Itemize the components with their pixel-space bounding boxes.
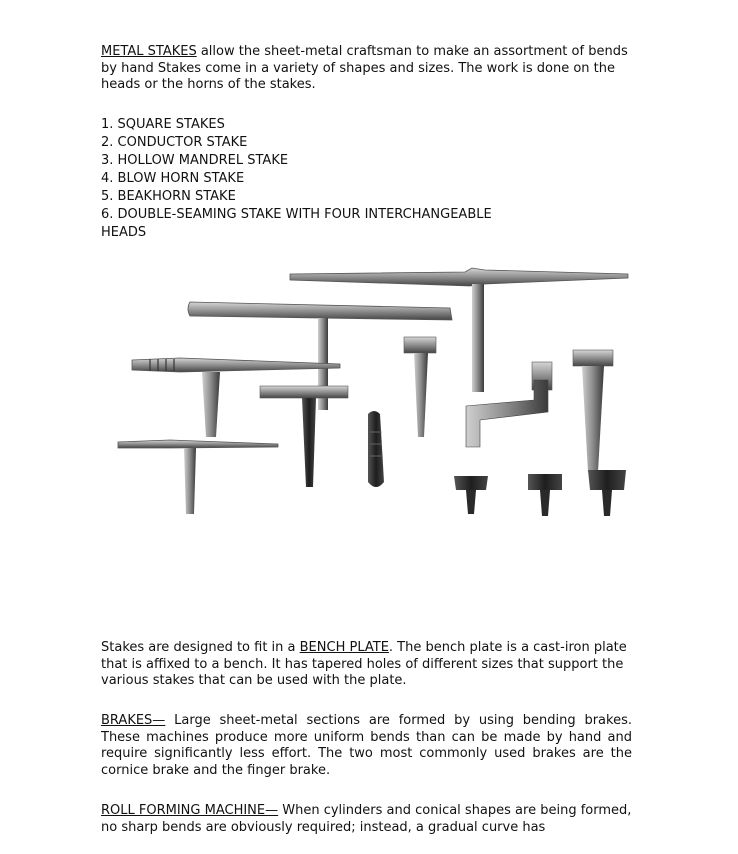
metal-stakes-illustration-icon xyxy=(110,262,640,522)
stakes-list xyxy=(101,116,501,242)
brakes-text: Large sheet-metal sections are formed by using bending brakes. These machines produce more uniform bends than can be made by hand and require significantly less effort. The two most commonly used brakes are the cornice brake and the finger brake. xyxy=(101,713,632,778)
metal-stakes-text: allow the sheet-metal craftsman to make an assortment of bends by hand Stakes come in a variety of shapes and sizes. The work is done on the heads or the horns of the stakes. xyxy=(101,44,628,92)
list-item: 5. BEAKHORN STAKE xyxy=(101,189,236,204)
blow-horn-stake xyxy=(368,411,384,487)
bench-plate-paragraph xyxy=(101,640,646,690)
metal-stakes-term: METAL STAKES xyxy=(101,44,197,59)
bench-plate-lead: Stakes are designed to fit in a xyxy=(101,640,300,655)
roll-forming-text: When cylinders and conical shapes are being formed, no sharp bends are obviously required; instead, a gradual curve has xyxy=(101,803,632,835)
interchangeable-head-2 xyxy=(528,474,562,516)
list-item: 3. HOLLOW MANDREL STAKE xyxy=(101,153,289,168)
bench-plate-term: BENCH PLATE xyxy=(299,640,389,655)
square-stake-tall xyxy=(573,350,613,472)
list-item: 2. CONDUCTOR STAKE xyxy=(101,135,248,150)
interchangeable-head-3 xyxy=(588,470,626,516)
beakhorn-stake xyxy=(290,268,628,392)
bench-plate-text: . The bench plate is a cast-iron plate that is affixed to a bench. It has tapered holes of different sizes that support the various stakes that can be used with the plate. xyxy=(101,640,627,688)
square-stake-small xyxy=(404,337,436,437)
double-seaming-stake xyxy=(260,386,348,487)
brakes-paragraph xyxy=(101,713,632,779)
list-item: 1. SQUARE STAKES xyxy=(101,117,225,132)
list-item: 6. DOUBLE-SEAMING STAKE WITH FOUR INTERCHANGEABLE HEADS xyxy=(101,207,492,240)
brakes-term: BRAKES— xyxy=(101,713,166,728)
roll-forming-term: ROLL FORMING MACHINE— xyxy=(101,803,279,818)
list-item: 4. BLOW HORN STAKE xyxy=(101,171,245,186)
flat-horn-stake xyxy=(118,440,278,514)
interchangeable-head-1 xyxy=(454,476,488,514)
roll-forming-paragraph xyxy=(101,803,646,836)
metal-stakes-paragraph xyxy=(101,44,646,94)
